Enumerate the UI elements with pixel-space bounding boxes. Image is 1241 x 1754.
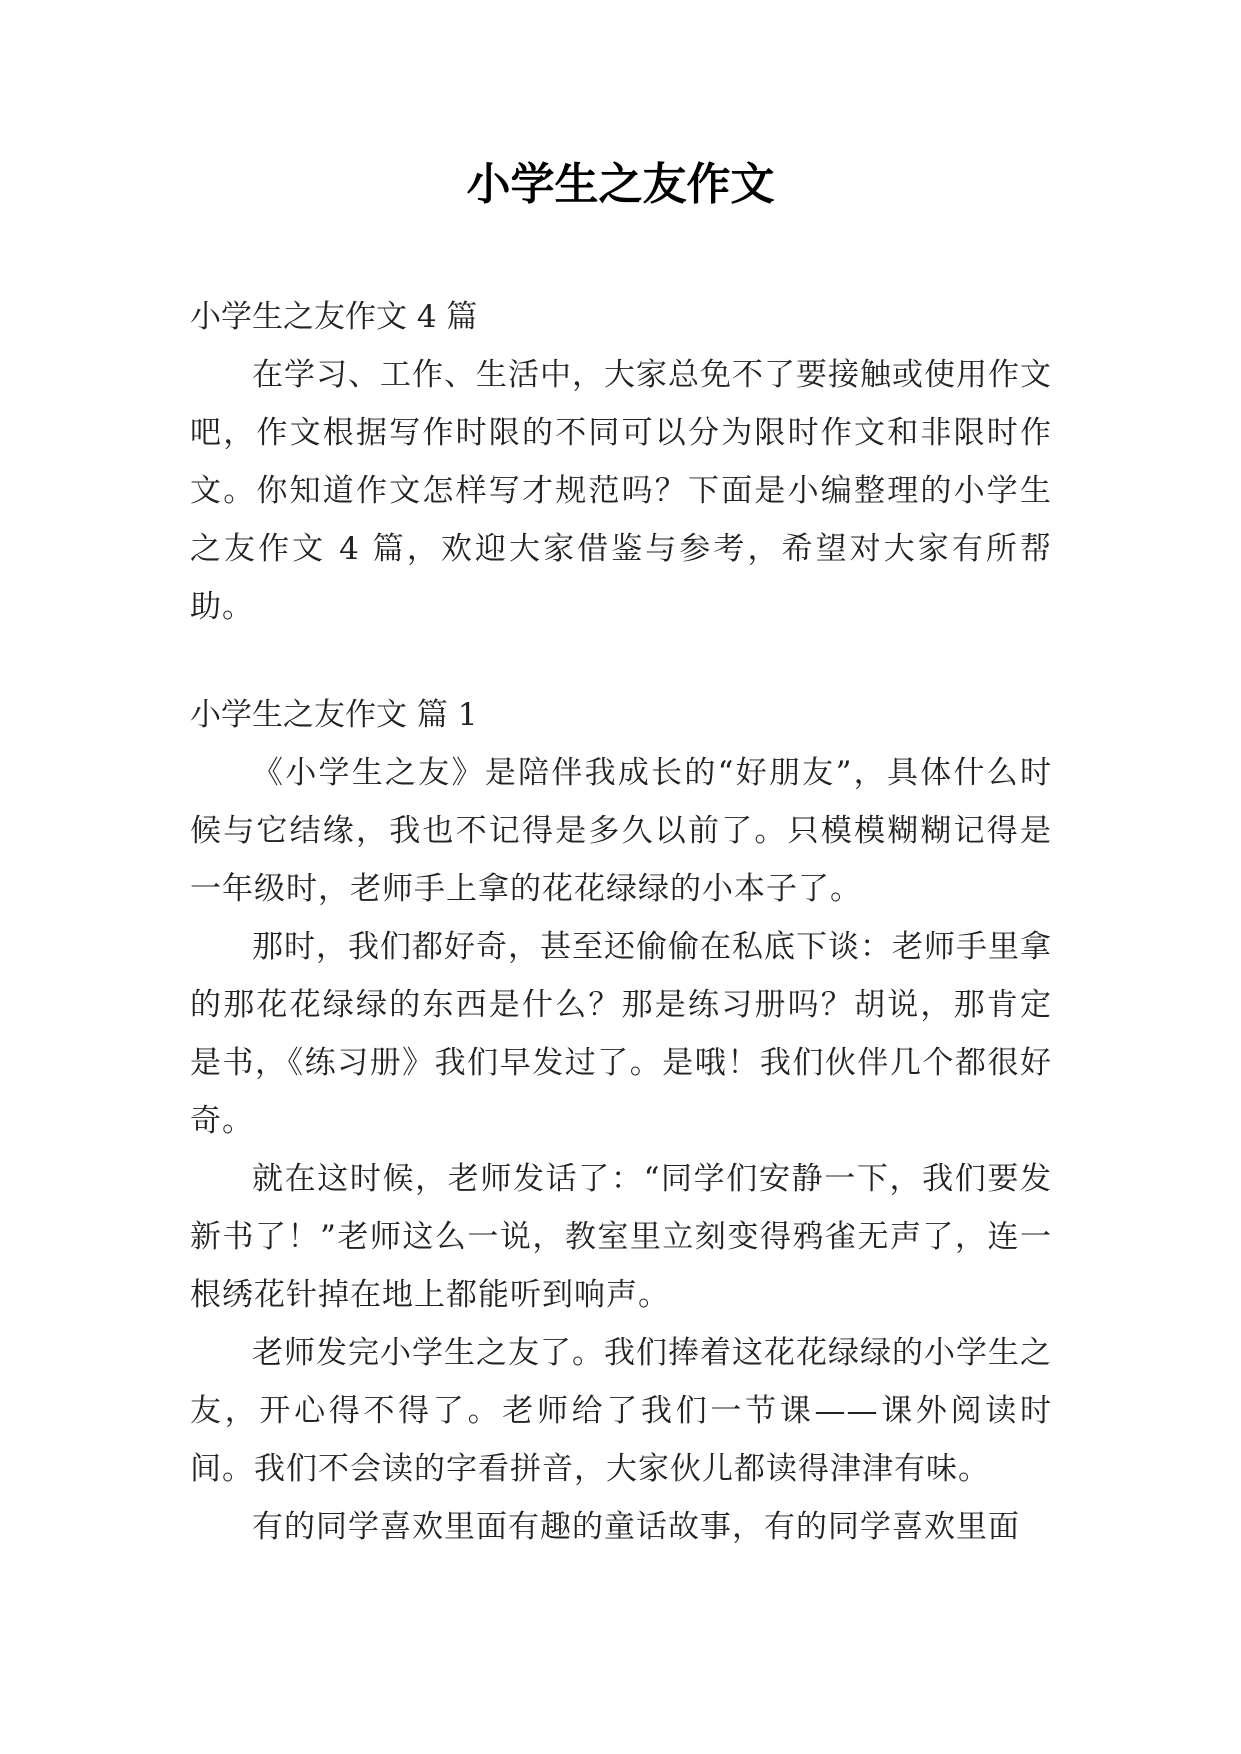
intro-heading: 小学生之友作文 4 篇 xyxy=(190,299,478,335)
body-paragraph: 老师发完小学生之友了。我们捧着这花花绿绿的小学生之友，开心得不得了。老师给了我们一节课——课外阅读时间。我们不会读的字看拼音，大家伙儿都读得津津有味。 xyxy=(190,1335,1052,1487)
document-title: 小学生之友作文 xyxy=(466,159,775,210)
body-paragraph: 就在这时候，老师发话了：“同学们安静一下，我们要发新书了！”老师这么一说，教室里立刻变得鸦雀无声了，连一根绣花针掉在地上都能听到响声。 xyxy=(190,1161,1052,1313)
body-paragraph: 《小学生之友》是陪伴我成长的“好朋友”，具体什么时候与它结缘，我也不记得是多久以前了。只模模糊糊记得是一年级时，老师手上拿的花花绿绿的小本子了。 xyxy=(190,755,1052,907)
section-heading: 小学生之友作文 篇 1 xyxy=(190,697,478,733)
intro-paragraph: 在学习、工作、生活中，大家总免不了要接触或使用作文吧，作文根据写作时限的不同可以分为限时作文和非限时作文。你知道作文怎样写才规范吗？下面是小编整理的小学生之友作文 4 篇，欢迎大家借鉴与参考，希望对大家有所帮助。 xyxy=(190,357,1052,625)
body-paragraph: 那时，我们都好奇，甚至还偷偷在私底下谈：老师手里拿的那花花绿绿的东西是什么？那是练习册吗？胡说，那肯定是书，《练习册》我们早发过了。是哦！我们伙伴几个都很好奇。 xyxy=(190,929,1052,1139)
body-paragraph: 有的同学喜欢里面有趣的童话故事，有的同学喜欢里面 xyxy=(252,1509,1020,1545)
document-body xyxy=(190,288,1052,1556)
section-spacer xyxy=(190,636,1052,686)
